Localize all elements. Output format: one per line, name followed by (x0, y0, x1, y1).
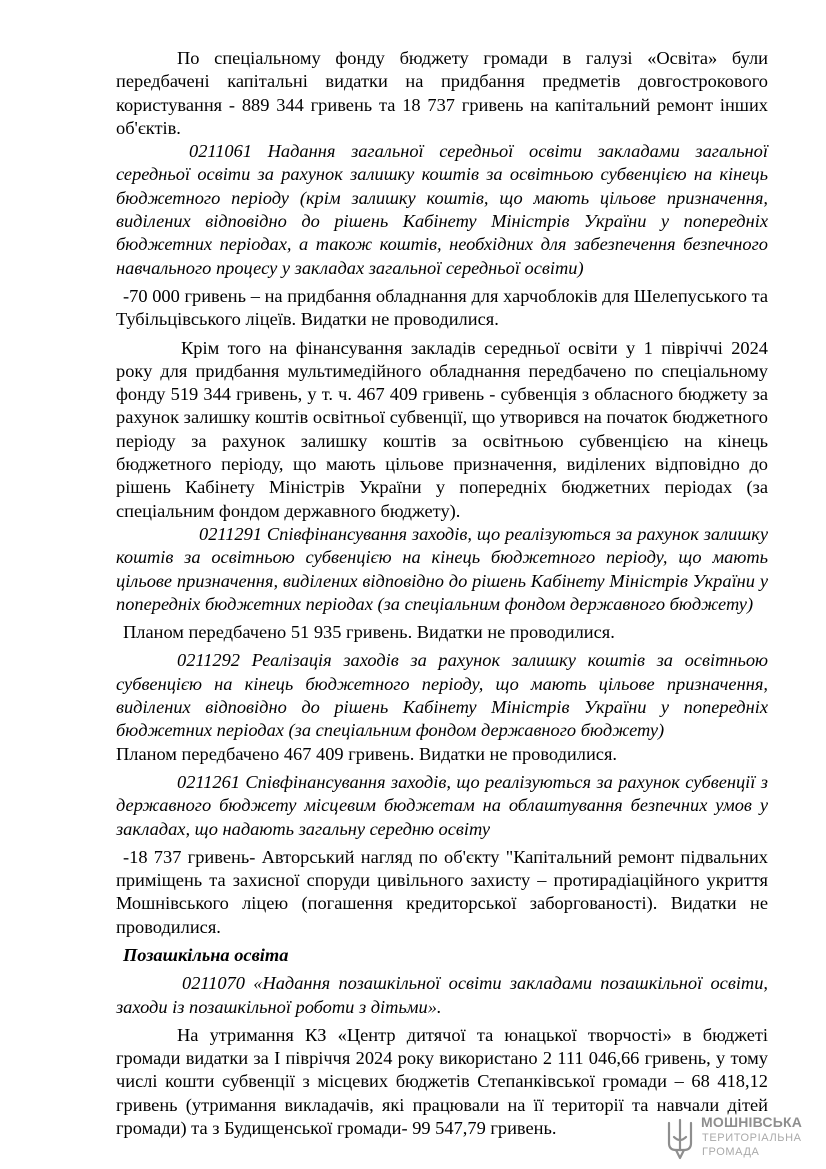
paragraph-plan-51935: Планом передбачено 51 935 гривень. Видатки не проводилися. (123, 622, 615, 643)
paragraph-youth-center: На утримання КЗ «Центр дитячої та юнацької творчості» в бюджеті громади видатки за І півріччя 2024 року використано 2 111 046,66 гривень, у тому числі кошти субвенції з місцевих бюджетів Степанківської громади – 68 418,12 гривень (утримання викладачів, які працювали на її території та навчали дітей громади) та з Будищенської громади- 99 547,79 гривень. (116, 1024, 768, 1139)
document-page (116, 47, 768, 1140)
section-heading-extracurricular: Позашкільна освіта (123, 944, 289, 965)
program-0211261-title: 0211261 Співфінансування заходів, що реалізуються за рахунок субвенції з державного бюджету місцевим бюджетам на облаштування безпечних умов у закладах, що надають загальну середню освіту (116, 771, 768, 839)
program-0211070-title: 0211070 «Надання позашкільної освіти закладами позашкільної освіти, заходи із позашкільної роботи з дітьми». (116, 973, 768, 1017)
paragraph-catering-equipment: -70 000 гривень – на придбання обладнання для харчоблоків для Шелепуського та Тубільцівського ліцеїв. Видатки не проводилися. (116, 285, 768, 330)
logo-line-1: МОШНІВСЬКА (701, 1114, 803, 1130)
trident-icon (665, 1117, 695, 1161)
logo-line-3: ГРОМАДА (702, 1146, 760, 1158)
paragraph-capital-expenditures: По спеціальному фонду бюджету громади в галузі «Освіта» були передбачені капітальні видатки на придбання предметів довгострокового користування - 889 344 гривень та 18 737 гривень на капітальний ремонт інших об'єктів. (116, 48, 768, 138)
paragraph-plan-467409: Планом передбачено 467 409 гривень. Видатки не проводилися. (116, 743, 618, 764)
community-logo (665, 1113, 815, 1165)
program-0211291-title: 0211291 Співфінансування заходів, що реалізуються за рахунок залишку коштів за освітньою субвенцією на кінець бюджетного періоду, що мають цільове призначення, виділених відповідно до рішень Кабінету Міністрів України у попередніх бюджетних періодах (за спеціальним фондом державного бюджету) (116, 523, 768, 614)
program-0211061-title: 0211061 Надання загальної середньої освіти закладами загальної середньої освіти за рахунок залишку коштів за освітньою субвенцією на кінець бюджетного періоду (крім залишку коштів, що мають цільове призначення, виділених відповідно до рішень Кабінету Міністрів України у попередніх бюджетних періодах, а також коштів, необхідних для забезпечення безпечного навчального процесу у закладах загальної середньої освіти) (116, 141, 768, 278)
program-0211292-title: 0211292 Реалізація заходів за рахунок залишку коштів за освітньою субвенцією на кінець бюджетного періоду, що мають цільове призначення, виділених відповідно до рішень Кабінету Міністрів України у попередніх бюджетних періодах (за спеціальним фондом державного бюджету) (116, 650, 768, 741)
paragraph-multimedia-equipment: Крім того на фінансування закладів середньої освіти у 1 півріччі 2024 року для придбання мультимедійного обладнання передбачено по спеціальному фонду 519 344 гривень, у т. ч. 467 409 гривень - субвенція з обласного бюджету за рахунок залишку коштів освітньої субвенції, що утворився на початок бюджетного періоду за рахунок залишку коштів за освітньою субвенцією на кінець бюджетного періоду, що мають цільове призначення, виділених відповідно до рішень Кабінету Міністрів України у попередніх бюджетних періодах (за спеціальним фондом державного бюджету). (116, 337, 768, 521)
logo-line-2: ТЕРИТОРІАЛЬНА (702, 1132, 802, 1144)
paragraph-author-supervision: -18 737 гривень- Авторський нагляд по об'єкту "Капітальний ремонт підвальних приміщень та захисної споруди цивільного захисту – протирадіаційного укриття Мошнівського ліцею (погашення кредиторської заборгованості). Видатки не проводилися. (116, 846, 768, 937)
